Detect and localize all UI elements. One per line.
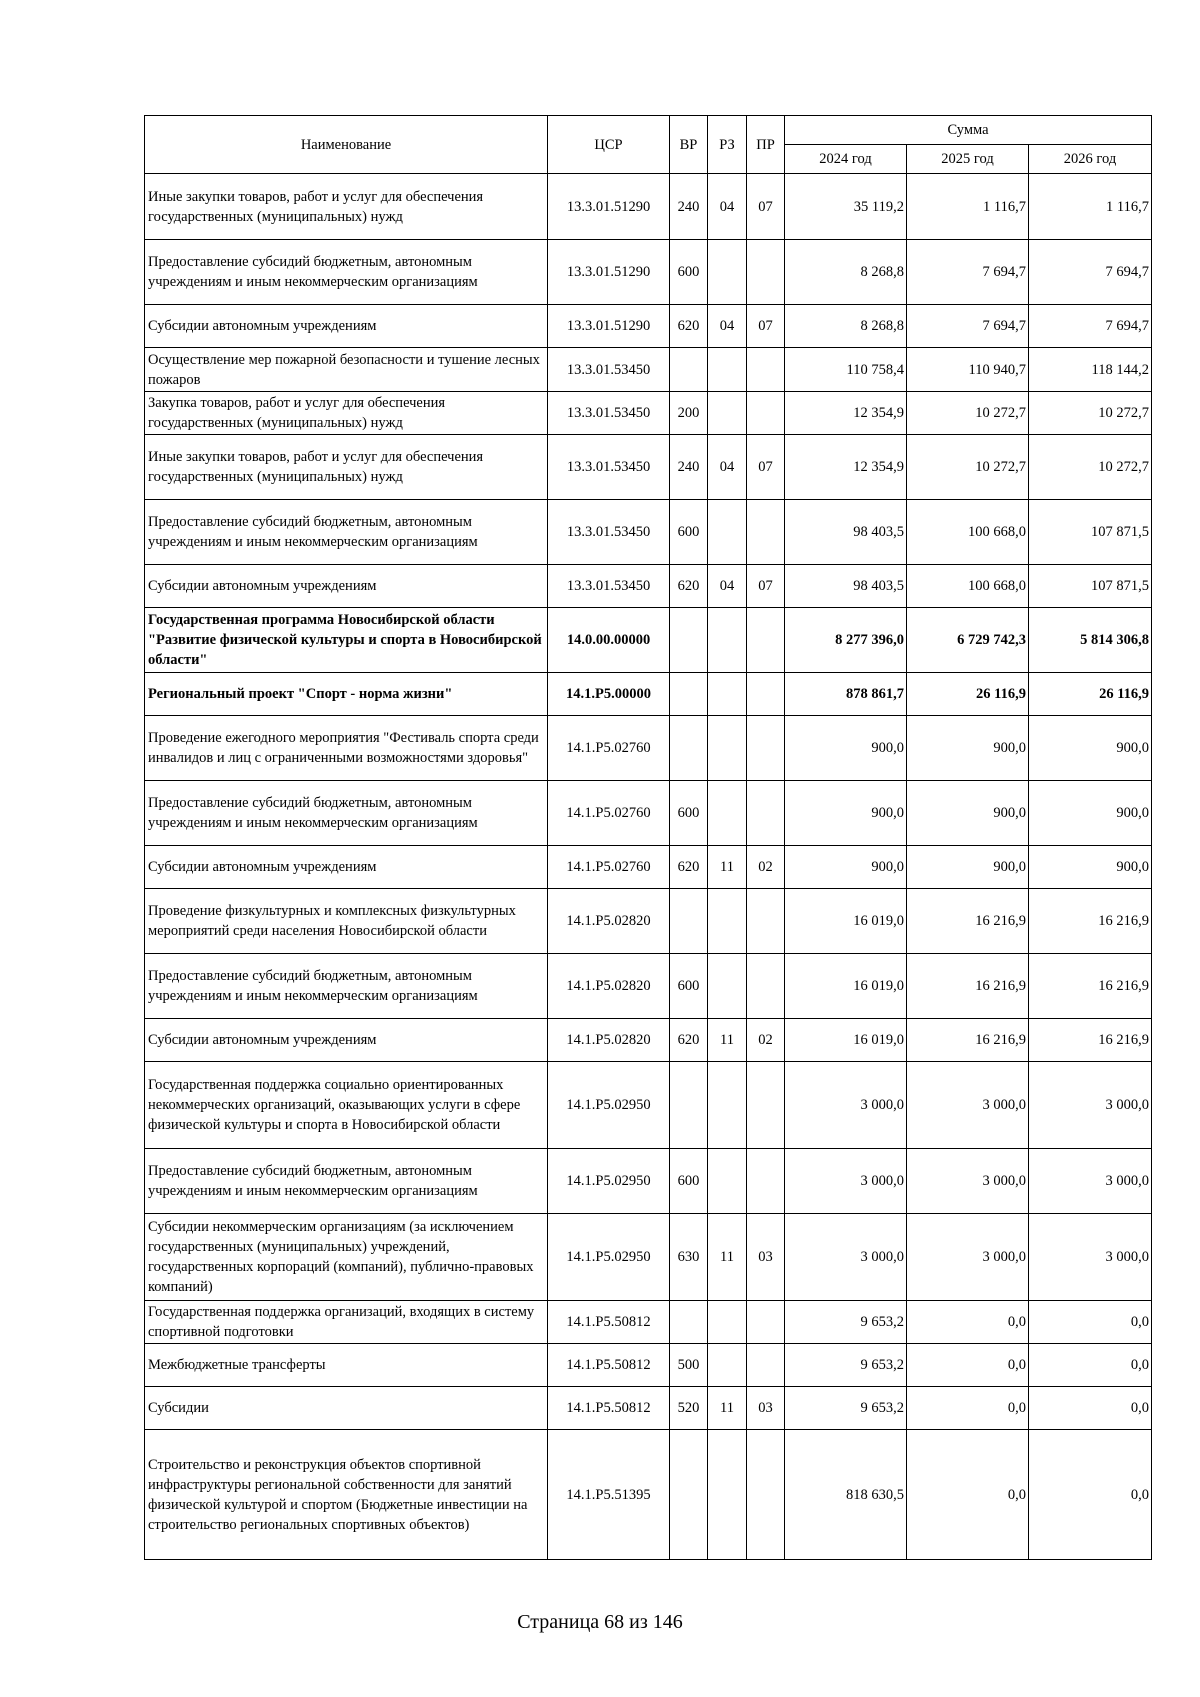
row-sum-2026: 16 216,9 xyxy=(1029,889,1152,954)
row-sum-2024: 110 758,4 xyxy=(785,348,907,392)
row-sum-2025: 10 272,7 xyxy=(907,435,1029,500)
row-name: Проведение ежегодного мероприятия "Фестиваль спорта среди инвалидов и лиц с ограниченными возможностями здоровья" xyxy=(145,716,548,781)
row-rz xyxy=(708,781,747,846)
row-rz xyxy=(708,1149,747,1214)
row-rz xyxy=(708,500,747,565)
row-sum-2026: 0,0 xyxy=(1029,1430,1152,1560)
row-name: Межбюджетные трансферты xyxy=(145,1344,548,1387)
row-csr: 13.3.01.53450 xyxy=(548,500,670,565)
row-vr: 600 xyxy=(670,240,708,305)
table-row xyxy=(145,500,1152,565)
table-row xyxy=(145,392,1152,435)
row-sum-2025: 10 272,7 xyxy=(907,392,1029,435)
row-pr xyxy=(747,954,785,1019)
row-rz: 04 xyxy=(708,565,747,608)
row-sum-2024: 878 861,7 xyxy=(785,673,907,716)
row-csr: 14.1.P5.00000 xyxy=(548,673,670,716)
page-number: Страница 68 из 146 xyxy=(517,1611,683,1633)
row-pr: 07 xyxy=(747,565,785,608)
row-vr xyxy=(670,608,708,673)
row-vr: 620 xyxy=(670,565,708,608)
row-pr xyxy=(747,392,785,435)
row-csr: 14.1.P5.02950 xyxy=(548,1062,670,1149)
row-rz xyxy=(708,673,747,716)
row-vr xyxy=(670,1062,708,1149)
row-sum-2026: 7 694,7 xyxy=(1029,240,1152,305)
row-sum-2025: 900,0 xyxy=(907,716,1029,781)
row-sum-2026: 900,0 xyxy=(1029,781,1152,846)
row-sum-2024: 3 000,0 xyxy=(785,1214,907,1301)
table-row xyxy=(145,1214,1152,1301)
table-row xyxy=(145,673,1152,716)
header-year-2026: 2026 год xyxy=(1029,145,1152,174)
row-sum-2025: 3 000,0 xyxy=(907,1214,1029,1301)
row-sum-2024: 9 653,2 xyxy=(785,1301,907,1344)
header-name: Наименование xyxy=(145,116,548,174)
row-vr: 620 xyxy=(670,305,708,348)
row-sum-2025: 1 116,7 xyxy=(907,174,1029,240)
row-sum-2025: 110 940,7 xyxy=(907,348,1029,392)
table-header xyxy=(145,116,1152,174)
table-row xyxy=(145,348,1152,392)
table-row xyxy=(145,889,1152,954)
row-rz xyxy=(708,1344,747,1387)
row-rz: 11 xyxy=(708,846,747,889)
row-rz xyxy=(708,716,747,781)
row-sum-2026: 10 272,7 xyxy=(1029,435,1152,500)
row-csr: 14.1.P5.02760 xyxy=(548,846,670,889)
row-sum-2026: 3 000,0 xyxy=(1029,1214,1152,1301)
row-sum-2024: 16 019,0 xyxy=(785,889,907,954)
row-sum-2026: 5 814 306,8 xyxy=(1029,608,1152,673)
row-rz xyxy=(708,608,747,673)
row-sum-2026: 900,0 xyxy=(1029,716,1152,781)
row-sum-2026: 1 116,7 xyxy=(1029,174,1152,240)
row-pr xyxy=(747,889,785,954)
row-sum-2024: 35 119,2 xyxy=(785,174,907,240)
row-vr: 500 xyxy=(670,1344,708,1387)
row-name: Субсидии автономным учреждениям xyxy=(145,846,548,889)
row-sum-2025: 100 668,0 xyxy=(907,500,1029,565)
row-csr: 13.3.01.53450 xyxy=(548,565,670,608)
row-rz xyxy=(708,240,747,305)
row-sum-2025: 0,0 xyxy=(907,1430,1029,1560)
row-csr: 14.1.P5.02820 xyxy=(548,1019,670,1062)
row-vr: 520 xyxy=(670,1387,708,1430)
row-sum-2024: 16 019,0 xyxy=(785,954,907,1019)
row-csr: 14.1.P5.02760 xyxy=(548,781,670,846)
row-vr: 600 xyxy=(670,500,708,565)
table-row xyxy=(145,174,1152,240)
table-body xyxy=(145,174,1152,1560)
row-sum-2024: 12 354,9 xyxy=(785,392,907,435)
row-vr: 240 xyxy=(670,435,708,500)
row-name: Осуществление мер пожарной безопасности и тушение лесных пожаров xyxy=(145,348,548,392)
row-csr: 14.1.P5.02950 xyxy=(548,1149,670,1214)
row-name: Предоставление субсидий бюджетным, автономным учреждениям и иным некоммерческим организациям xyxy=(145,500,548,565)
row-sum-2025: 16 216,9 xyxy=(907,889,1029,954)
row-rz xyxy=(708,1430,747,1560)
row-sum-2024: 3 000,0 xyxy=(785,1149,907,1214)
header-vr: ВР xyxy=(670,116,708,174)
row-csr: 14.1.P5.50812 xyxy=(548,1387,670,1430)
row-pr xyxy=(747,673,785,716)
row-csr: 13.3.01.53450 xyxy=(548,348,670,392)
table-row xyxy=(145,240,1152,305)
row-rz xyxy=(708,1062,747,1149)
row-name: Государственная программа Новосибирской области "Развитие физической культуры и спорта в Новосибирской области" xyxy=(145,608,548,673)
header-pr: ПР xyxy=(747,116,785,174)
row-pr: 03 xyxy=(747,1214,785,1301)
row-sum-2026: 107 871,5 xyxy=(1029,565,1152,608)
row-csr: 13.3.01.53450 xyxy=(548,435,670,500)
row-sum-2025: 900,0 xyxy=(907,781,1029,846)
row-rz xyxy=(708,392,747,435)
row-vr: 620 xyxy=(670,1019,708,1062)
row-sum-2026: 10 272,7 xyxy=(1029,392,1152,435)
row-name: Строительство и реконструкция объектов спортивной инфраструктуры региональной собственности для занятий физической культурой и спортом (Бюджетные инвестиции на строительство региональных спортивных объектов) xyxy=(145,1430,548,1560)
table-row xyxy=(145,1387,1152,1430)
row-vr: 240 xyxy=(670,174,708,240)
row-sum-2026: 107 871,5 xyxy=(1029,500,1152,565)
row-pr: 07 xyxy=(747,174,785,240)
row-pr xyxy=(747,1344,785,1387)
row-pr xyxy=(747,348,785,392)
row-name: Государственная поддержка организаций, входящих в систему спортивной подготовки xyxy=(145,1301,548,1344)
budget-table xyxy=(144,115,1152,1560)
row-pr xyxy=(747,1062,785,1149)
table-row xyxy=(145,716,1152,781)
row-name: Предоставление субсидий бюджетным, автономным учреждениям и иным некоммерческим организациям xyxy=(145,781,548,846)
row-vr: 600 xyxy=(670,954,708,1019)
table-row xyxy=(145,565,1152,608)
row-vr xyxy=(670,1430,708,1560)
row-name: Иные закупки товаров, работ и услуг для обеспечения государственных (муниципальных) нужд xyxy=(145,435,548,500)
table-row xyxy=(145,1019,1152,1062)
row-vr: 200 xyxy=(670,392,708,435)
row-csr: 14.1.P5.50812 xyxy=(548,1344,670,1387)
row-rz xyxy=(708,954,747,1019)
table-row xyxy=(145,435,1152,500)
row-sum-2025: 7 694,7 xyxy=(907,240,1029,305)
row-sum-2026: 118 144,2 xyxy=(1029,348,1152,392)
row-pr: 07 xyxy=(747,305,785,348)
row-csr: 14.1.P5.02820 xyxy=(548,889,670,954)
row-vr xyxy=(670,1301,708,1344)
table-row xyxy=(145,954,1152,1019)
row-sum-2025: 3 000,0 xyxy=(907,1149,1029,1214)
row-csr: 14.0.00.00000 xyxy=(548,608,670,673)
row-rz xyxy=(708,889,747,954)
row-vr: 630 xyxy=(670,1214,708,1301)
row-sum-2024: 900,0 xyxy=(785,716,907,781)
row-pr xyxy=(747,1430,785,1560)
row-vr: 600 xyxy=(670,1149,708,1214)
row-sum-2024: 98 403,5 xyxy=(785,500,907,565)
row-rz xyxy=(708,348,747,392)
row-sum-2024: 16 019,0 xyxy=(785,1019,907,1062)
row-csr: 13.3.01.51290 xyxy=(548,240,670,305)
row-pr xyxy=(747,1149,785,1214)
table-row xyxy=(145,781,1152,846)
row-pr xyxy=(747,1301,785,1344)
row-name: Проведение физкультурных и комплексных физкультурных мероприятий среди населения Новосибирской области xyxy=(145,889,548,954)
row-sum-2024: 8 277 396,0 xyxy=(785,608,907,673)
row-sum-2024: 12 354,9 xyxy=(785,435,907,500)
row-csr: 14.1.P5.02760 xyxy=(548,716,670,781)
table-row xyxy=(145,1430,1152,1560)
row-name: Субсидии автономным учреждениям xyxy=(145,1019,548,1062)
row-sum-2024: 900,0 xyxy=(785,846,907,889)
row-rz: 11 xyxy=(708,1214,747,1301)
row-csr: 13.3.01.51290 xyxy=(548,305,670,348)
row-pr: 07 xyxy=(747,435,785,500)
row-sum-2025: 16 216,9 xyxy=(907,954,1029,1019)
row-name: Закупка товаров, работ и услуг для обеспечения государственных (муниципальных) нужд xyxy=(145,392,548,435)
row-csr: 14.1.P5.02820 xyxy=(548,954,670,1019)
row-name: Предоставление субсидий бюджетным, автономным учреждениям и иным некоммерческим организациям xyxy=(145,1149,548,1214)
row-pr: 02 xyxy=(747,1019,785,1062)
row-sum-2026: 7 694,7 xyxy=(1029,305,1152,348)
row-name: Государственная поддержка социально ориентированных некоммерческих организаций, оказывающих услуги в сфере физической культуры и спорта в Новосибирской области xyxy=(145,1062,548,1149)
row-sum-2025: 3 000,0 xyxy=(907,1062,1029,1149)
header-sum: Сумма xyxy=(785,116,1152,145)
row-sum-2026: 0,0 xyxy=(1029,1387,1152,1430)
row-csr: 14.1.P5.51395 xyxy=(548,1430,670,1560)
row-sum-2025: 26 116,9 xyxy=(907,673,1029,716)
table-row xyxy=(145,1149,1152,1214)
table-row xyxy=(145,846,1152,889)
header-year-2024: 2024 год xyxy=(785,145,907,174)
table-row xyxy=(145,608,1152,673)
row-name: Субсидии автономным учреждениям xyxy=(145,565,548,608)
row-sum-2026: 0,0 xyxy=(1029,1344,1152,1387)
row-name: Предоставление субсидий бюджетным, автономным учреждениям и иным некоммерческим организациям xyxy=(145,240,548,305)
row-sum-2026: 3 000,0 xyxy=(1029,1062,1152,1149)
row-sum-2024: 3 000,0 xyxy=(785,1062,907,1149)
row-rz: 04 xyxy=(708,174,747,240)
row-pr: 02 xyxy=(747,846,785,889)
row-sum-2024: 8 268,8 xyxy=(785,305,907,348)
row-vr: 600 xyxy=(670,781,708,846)
row-csr: 14.1.P5.50812 xyxy=(548,1301,670,1344)
row-sum-2026: 16 216,9 xyxy=(1029,954,1152,1019)
row-csr: 13.3.01.53450 xyxy=(548,392,670,435)
row-sum-2026: 16 216,9 xyxy=(1029,1019,1152,1062)
row-pr xyxy=(747,608,785,673)
row-sum-2025: 7 694,7 xyxy=(907,305,1029,348)
row-csr: 14.1.P5.02950 xyxy=(548,1214,670,1301)
row-vr xyxy=(670,889,708,954)
header-rz: РЗ xyxy=(708,116,747,174)
row-sum-2026: 0,0 xyxy=(1029,1301,1152,1344)
table-row xyxy=(145,1344,1152,1387)
header-csr: ЦСР xyxy=(548,116,670,174)
header-year-2025: 2025 год xyxy=(907,145,1029,174)
row-sum-2024: 9 653,2 xyxy=(785,1387,907,1430)
row-sum-2026: 26 116,9 xyxy=(1029,673,1152,716)
row-rz: 11 xyxy=(708,1019,747,1062)
table-row xyxy=(145,305,1152,348)
row-pr xyxy=(747,716,785,781)
row-name: Предоставление субсидий бюджетным, автономным учреждениям и иным некоммерческим организациям xyxy=(145,954,548,1019)
row-sum-2026: 900,0 xyxy=(1029,846,1152,889)
row-csr: 13.3.01.51290 xyxy=(548,174,670,240)
row-sum-2026: 3 000,0 xyxy=(1029,1149,1152,1214)
row-name: Субсидии xyxy=(145,1387,548,1430)
row-vr xyxy=(670,673,708,716)
row-sum-2025: 0,0 xyxy=(907,1344,1029,1387)
row-vr: 620 xyxy=(670,846,708,889)
row-pr xyxy=(747,781,785,846)
row-sum-2024: 900,0 xyxy=(785,781,907,846)
row-sum-2025: 0,0 xyxy=(907,1387,1029,1430)
row-sum-2024: 9 653,2 xyxy=(785,1344,907,1387)
row-sum-2024: 818 630,5 xyxy=(785,1430,907,1560)
table-row xyxy=(145,1062,1152,1149)
row-name: Субсидии автономным учреждениям xyxy=(145,305,548,348)
row-vr xyxy=(670,348,708,392)
row-sum-2025: 900,0 xyxy=(907,846,1029,889)
row-name: Иные закупки товаров, работ и услуг для обеспечения государственных (муниципальных) нужд xyxy=(145,174,548,240)
row-sum-2025: 6 729 742,3 xyxy=(907,608,1029,673)
row-pr xyxy=(747,500,785,565)
row-name: Региональный проект "Спорт - норма жизни" xyxy=(145,673,548,716)
row-sum-2025: 0,0 xyxy=(907,1301,1029,1344)
row-pr: 03 xyxy=(747,1387,785,1430)
row-sum-2025: 16 216,9 xyxy=(907,1019,1029,1062)
row-sum-2024: 98 403,5 xyxy=(785,565,907,608)
row-sum-2024: 8 268,8 xyxy=(785,240,907,305)
row-vr xyxy=(670,716,708,781)
row-name: Субсидии некоммерческим организациям (за исключением государственных (муниципальных) учреждений, государственных корпораций (компаний), публично-правовых компаний) xyxy=(145,1214,548,1301)
row-rz: 04 xyxy=(708,435,747,500)
row-rz xyxy=(708,1301,747,1344)
row-sum-2025: 100 668,0 xyxy=(907,565,1029,608)
row-rz: 04 xyxy=(708,305,747,348)
table-row xyxy=(145,1301,1152,1344)
row-pr xyxy=(747,240,785,305)
row-rz: 11 xyxy=(708,1387,747,1430)
